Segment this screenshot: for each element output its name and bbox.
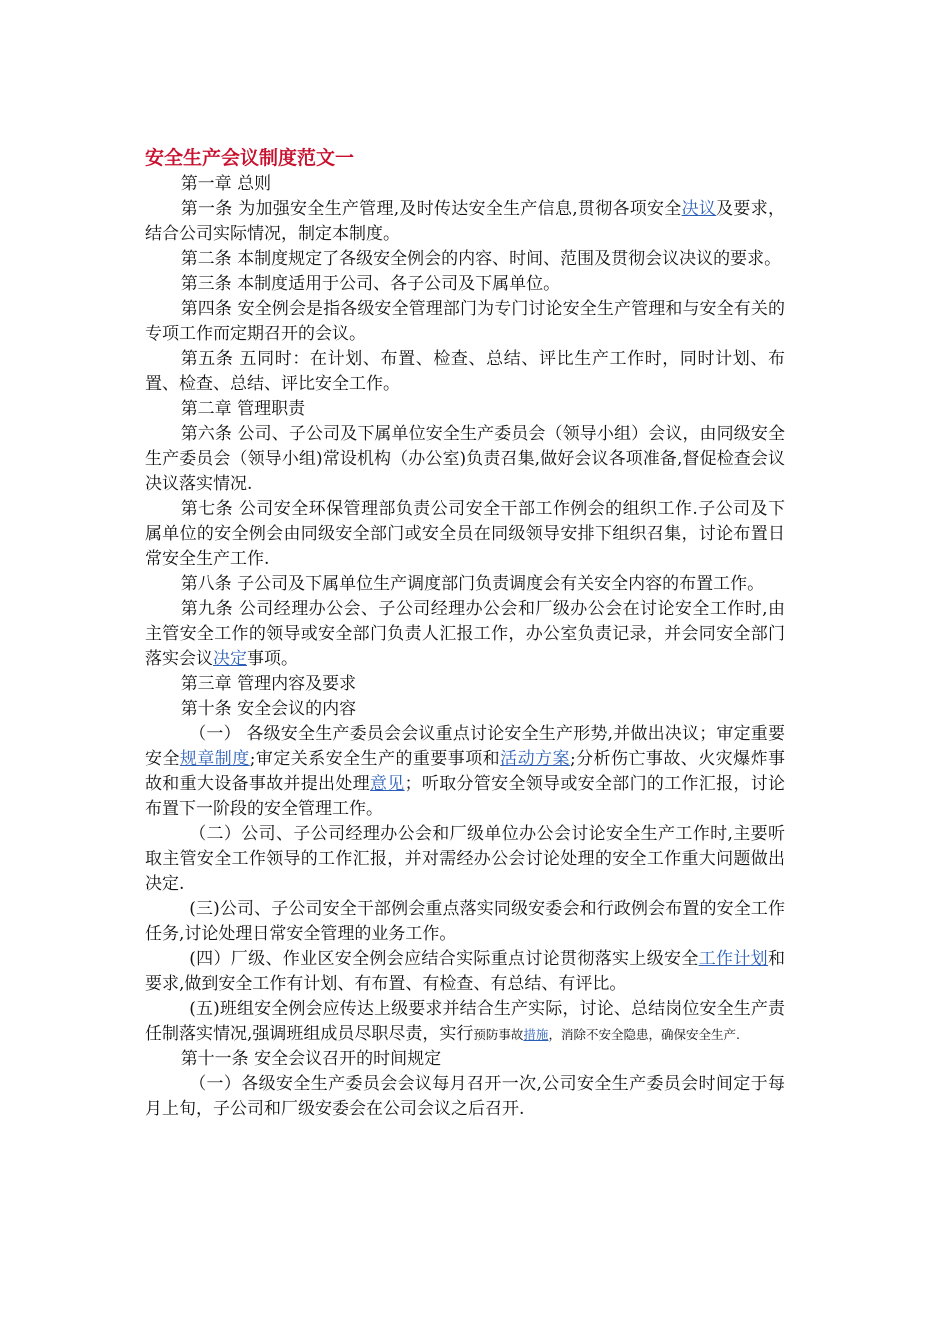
paragraph-a8 — [145, 572, 785, 597]
paragraph-text: 事项。 — [247, 649, 298, 669]
paragraph-ch1 — [145, 172, 785, 197]
paragraph-text: 第一章 总则 — [180, 174, 272, 194]
paragraph-text: 第二条 本制度规定了各级安全例会的内容、时间、范围及贯彻会议决议的要求。 — [180, 249, 782, 269]
paragraph-ch3 — [145, 672, 785, 697]
paragraph-text: ;审定关系安全生产的重要事项和 — [249, 749, 501, 769]
paragraph-text: 第十一条 安全会议召开的时间规定 — [180, 1049, 442, 1069]
inline-link[interactable]: 活动方案 — [500, 749, 570, 769]
paragraph-text: ；听取分管安全领导或安全部门的工作汇报，讨论布置下一阶段的安全管理工作。 — [145, 774, 786, 819]
paragraph-a10-1 — [145, 722, 785, 822]
paragraph-text: ，消除不安全隐患，确保安全生产. — [548, 1027, 740, 1042]
paragraph-text: 第十条 安全会议的内容 — [180, 699, 357, 719]
document-body — [145, 172, 785, 1122]
paragraph-a11 — [145, 1047, 785, 1072]
inline-link[interactable]: 措施 — [523, 1027, 549, 1042]
paragraph-a9 — [145, 597, 785, 672]
inline-link[interactable]: 规章制度 — [179, 749, 250, 769]
paragraph-text: 和要求,做到安全工作有计划、有布置、有检查、有总结、有评比。 — [145, 949, 786, 994]
paragraph-a5 — [145, 347, 785, 397]
paragraph-ch2 — [145, 397, 785, 422]
paragraph-text: （一） 各级安全生产委员会会议重点讨论安全生产形势,并做出决议；审定重要安全 — [145, 724, 785, 769]
paragraph-a1 — [145, 197, 785, 247]
paragraph-a10-2 — [145, 822, 785, 897]
paragraph-text: 第八条 子公司及下属单位生产调度部门负责调度会有关安全内容的布置工作。 — [180, 574, 765, 594]
paragraph-a10-3 — [145, 897, 785, 947]
paragraph-text: 第五条 五同时：在计划、布置、检查、总结、评比生产工作时，同时计划、布置、检查、总结、评比安全工作。 — [145, 349, 785, 394]
document-title: 安全生产会议制度范文一 — [145, 147, 355, 169]
paragraph-a4 — [145, 297, 785, 347]
paragraph-a2 — [145, 247, 785, 272]
inline-link[interactable]: 决议 — [681, 199, 717, 219]
paragraph-text: (五)班组安全例会应传达上级要求并结合生产实际，讨论、总结岗位安全生产责任制落实情况,强调班组成员尽职尽责，实行 — [145, 999, 785, 1044]
paragraph-a10 — [145, 697, 785, 722]
paragraph-text: 及要求，结合公司实际情况，制定本制度。 — [145, 199, 785, 244]
paragraph-a6 — [145, 422, 785, 497]
paragraph-a10-5 — [145, 997, 785, 1047]
paragraph-a7 — [145, 497, 785, 572]
paragraph-text: ;分析伤亡事故、火灾爆炸事故和重大设备事故并提出处理 — [145, 749, 786, 794]
paragraph-a11-1 — [145, 1072, 785, 1122]
paragraph-text: 第二章 管理职责 — [180, 399, 306, 419]
paragraph-text: 第三条 本制度适用于公司、各子公司及下属单位。 — [180, 274, 561, 294]
inline-link[interactable]: 决定 — [213, 649, 247, 669]
paragraph-text: （二）公司、子公司经理办公会和厂级单位办公会讨论安全生产工作时,主要听取主管安全工作领导的工作汇报，并对需经办公会讨论处理的安全工作重大问题做出决定. — [145, 824, 785, 894]
paragraph-text: （一）各级安全生产委员会会议每月召开一次,公司安全生产委员会时间定于每月上旬，子公司和厂级安委会在公司会议之后召开. — [145, 1074, 785, 1119]
inline-link[interactable]: 意见 — [369, 774, 405, 794]
inline-link[interactable]: 工作计划 — [698, 949, 769, 969]
paragraph-text: (三)公司、子公司安全干部例会重点落实同级安委会和行政例会布置的安全工作任务,讨论处理日常安全管理的业务工作。 — [145, 899, 785, 944]
paragraph-text: 第六条 公司、子公司及下属单位安全生产委员会（领导小组）会议，由同级安全生产委员会（领导小组)常设机构（办公室)负责召集,做好会议各项准备,督促检查会议决议落实情况. — [145, 424, 785, 494]
paragraph-text: (四）厂级、作业区安全例会应结合实际重点讨论贯彻落实上级安全 — [189, 949, 699, 969]
paragraph-text: 第四条 安全例会是指各级安全管理部门为专门讨论安全生产管理和与安全有关的专项工作而定期召开的会议。 — [145, 299, 785, 344]
paragraph-text: 第三章 管理内容及要求 — [180, 674, 357, 694]
paragraph-text: 第一条 为加强安全生产管理,及时传达安全生产信息,贯彻各项安全 — [180, 199, 682, 219]
paragraph-text: 第九条 公司经理办公会、子公司经理办公会和厂级办公会在讨论安全工作时,由主管安全工作的领导或安全部门负责人汇报工作，办公室负责记录，并会同安全部门落实会议 — [145, 599, 785, 669]
paragraph-a10-4 — [145, 947, 785, 997]
paragraph-text: 预防事故 — [473, 1027, 524, 1042]
paragraph-a3 — [145, 272, 785, 297]
paragraph-text: 第七条 公司安全环保管理部负责公司安全干部工作例会的组织工作.子公司及下属单位的安全例会由同级安全部门或安全员在同级领导安排下组织召集，讨论布置日常安全生产工作. — [145, 499, 785, 569]
